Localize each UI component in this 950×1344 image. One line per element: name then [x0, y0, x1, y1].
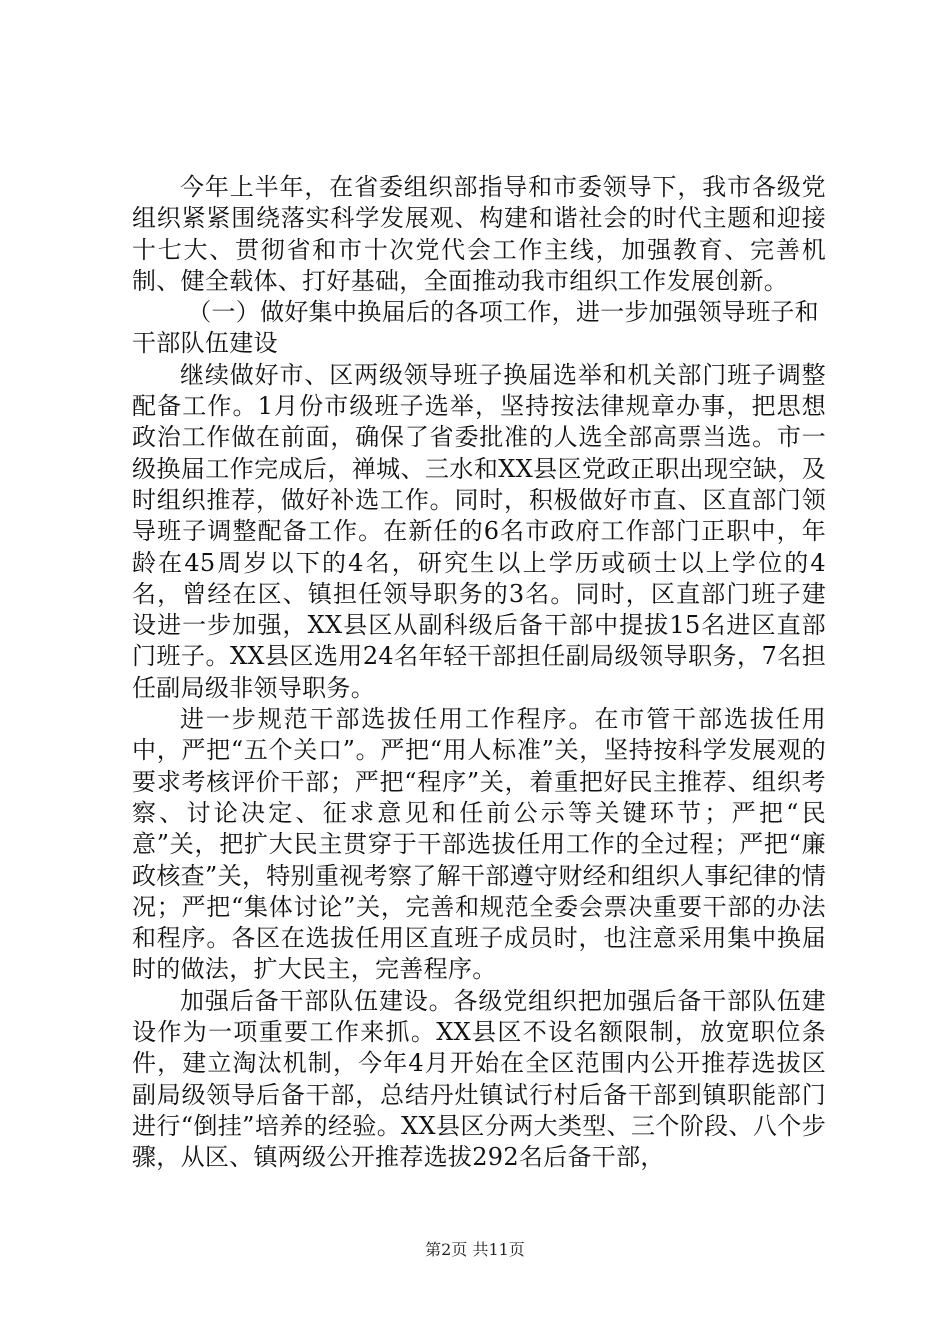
paragraph-selection-procedure: 进一步规范干部选拔任用工作程序。在市管干部选拔任用中，严把“五个关口”。严把“用人标准”关，坚持按科学发展观的要求考核评价干部；严把“程序”关，着重把好民主推荐、组织考察、讨论决定、征求意见和任前公示等关键环节；严把“民意”关，把扩大民主贯穿于干部选拔任用工作的全过程；严把“廉政核查”关，特别重视考察了解干部遵守财经和组织人事纪律的情况；严把“集体讨论”关，完善和规范全委会票决重要干部的办法和程序。各区在选拔任用区直班子成员时，也注意采用集中换届时的做法，扩大民主，完善程序。	[132, 705, 826, 984]
paragraph-leadership-election: 继续做好市、区两级领导班子换届选举和机关部门班子调整配备工作。1月份市级班子选举，坚持按法律规章办事，把思想政治工作做在前面，确保了省委批准的人选全部高票当选。市一级换届工作完成后，禅城、三水和XX县区党政正职出现空缺，及时组织推荐，做好补选工作。同时，积极做好市直、区直部门领导班子调整配备工作。在新任的6名市政府工作部门正职中，年龄在45周岁以下的4名，研究生以上学历或硕士以上学位的4名，曾经在区、镇担任领导职务的3名。同时，区直部门班子建设进一步加强，XX县区从副科级后备干部中提拔15名进区直部门班子。XX县区选用24名年轻干部担任副局级领导职务，7名担任副局级非领导职务。	[132, 360, 826, 702]
document-body	[132, 172, 826, 1174]
page-number-footer: 第2页 共11页	[425, 1240, 525, 1259]
paragraph-reserve-cadres: 加强后备干部队伍建设。各级党组织把加强后备干部队伍建设作为一项重要工作来抓。XX县区不设名额限制，放宽职位条件，建立淘汰机制，今年4月开始在全区范围内公开推荐选拔区副局级领导后备干部，总结丹灶镇试行村后备干部到镇职能部门进行“倒挂”培养的经验。XX县区分两大类型、三个阶段、八个步骤，从区、镇两级公开推荐选拔292名后备干部，	[132, 986, 826, 1172]
section-heading-1: （一）做好集中换届后的各项工作，进一步加强领导班子和干部队伍建设	[132, 298, 819, 358]
paragraph-intro: 今年上半年，在省委组织部指导和市委领导下，我市各级党组织紧紧围绕落实科学发展观、构建和谐社会的时代主题和迎接十七大、贯彻省和市十次党代会工作主线，加强教育、完善机制、健全载体、打好基础，全面推动我市组织工作发展创新。	[132, 173, 826, 295]
